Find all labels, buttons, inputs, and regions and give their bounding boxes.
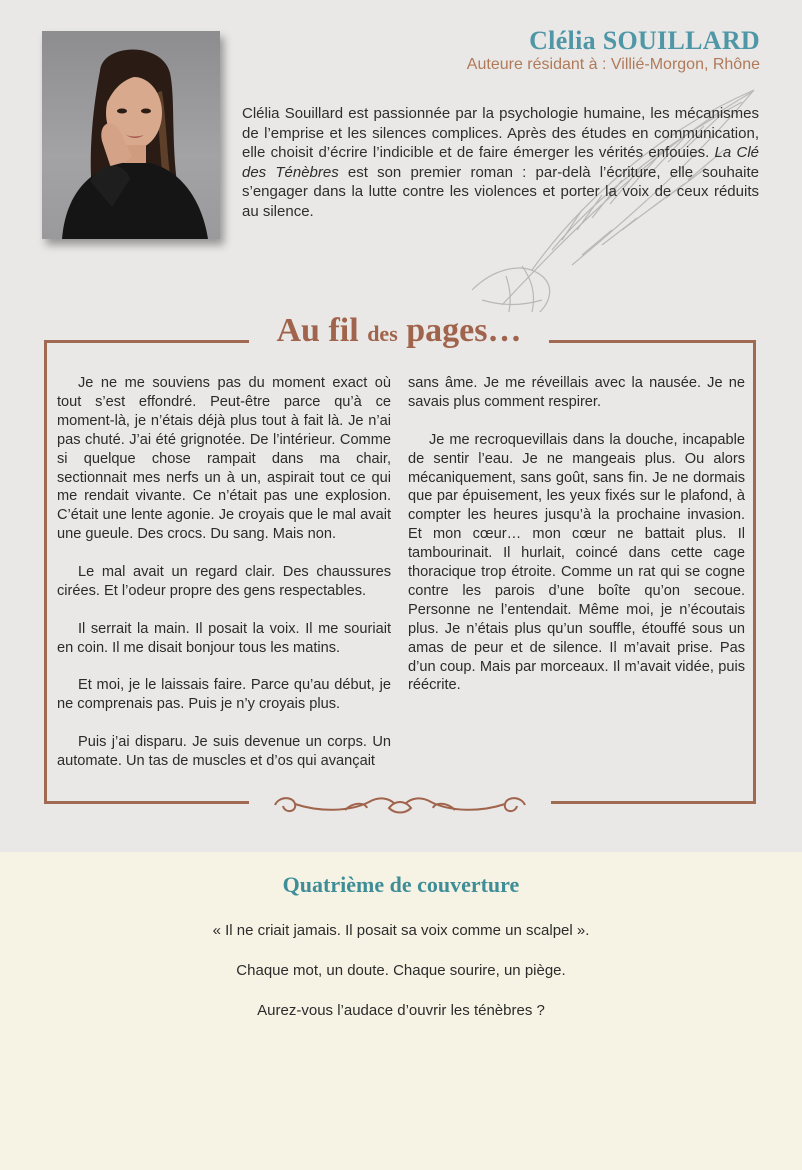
back-cover-tagline: Chaque mot, un doute. Chaque sourire, un piège. xyxy=(236,962,566,979)
excerpt-title-small: des xyxy=(367,321,398,346)
excerpt-column-left xyxy=(57,374,391,790)
back-cover-question: Aurez-vous l’audace d’ouvrir les ténèbres ? xyxy=(257,1002,545,1019)
author-photo xyxy=(42,31,220,239)
author-bio xyxy=(242,104,759,221)
excerpt-title-part2: pages… xyxy=(397,312,522,349)
excerpt-paragraph: Il serrait la main. Il posait la voix. Il me souriait en coin. Il me disait bonjour tous les matins. xyxy=(57,620,391,656)
author-residence: Auteure résidant à : Villié-Morgon, Rhône xyxy=(466,56,760,73)
excerpt-paragraph: Puis j’ai disparu. Je suis devenue un corps. Un automate. Un tas de muscles et d’os qui avançait xyxy=(57,734,391,770)
flourish-icon xyxy=(249,792,551,818)
excerpt-title xyxy=(249,312,549,362)
ornament-divider xyxy=(249,792,551,818)
excerpt-paragraph: Et moi, je le laissais faire. Parce qu’au début, je ne comprenais pas. Puis je n’y croyais plus. xyxy=(57,677,391,713)
back-cover-quote: « Il ne criait jamais. Il posait sa voix comme un scalpel ». xyxy=(212,922,590,939)
back-cover-title: Quatrième de couverture xyxy=(282,872,520,897)
bio-text-part2: est son premier roman : par-delà l’écriture, elle souhaite s’engager dans la lutte contre les violences et porter la voix de ceux réduits au silence. xyxy=(242,163,759,220)
author-name: Clélia SOUILLARD xyxy=(529,26,760,55)
excerpt-column-right xyxy=(408,374,745,714)
bio-book-title: La Clé des Ténèbres xyxy=(242,144,760,181)
excerpt-paragraph: Je ne me souviens pas du moment exact où tout s’est effondré. Peut-être parce qu’à ce moment-là, je n’étais déjà plus tout à fait là. Je n’ai pas chuté. J’ai été grignotée. De l’intérieur. Comme si quelque chose rampait dans ma chair, sectionnait mes nerfs un à un, aspirait tout ce qui me rendait vivante. Ce n’était pas une explosion. C’était une lente agonie. Je croyais que le mal avait une gueule. Des crocs. Du sang. Mais non. xyxy=(57,375,391,543)
excerpt-paragraph: Je me recroquevillais dans la douche, incapable de sentir l’eau. Je ne mangeais plus. Ou alors mécaniquement, sans goût, sans fin. Je ne dormais que par épuisement, les yeux fixés sur le plafond, à compter les heures jusqu’à la prochaine invasion. Et mon cœur… mon cœur ne battait plus. Il tambourinait. Il hurlait, coincé dans cette cage thoracique trop étroite. Comme un rat qui se cogne contre les parois d’une boîte qu’on secoue. Personne ne l’entendait. Même moi, je n’écoutais plus. Je n’étais plus qu’un souffle, étouffé sous un amas de peur et de silence. Il m’avait prise. Pas d’un coup. Mais par morceaux. Il m’avait vidée, puis réécrite. xyxy=(408,431,745,694)
excerpt-paragraph: Le mal avait un regard clair. Des chaussures cirées. Et l’odeur propre des gens respectables. xyxy=(57,564,391,599)
bio-text-part1: Clélia Souillard est passionnée par la psychologie humaine, les mécanismes de l’emprise et les silences complices. Après des études en communication, elle choisit d’écrire l’indicible et de faire émerger les vérités enfouies. xyxy=(242,105,759,161)
excerpt-title-part1: Au fil xyxy=(276,312,368,349)
excerpt-paragraph-continued: sans âme. Je me réveillais avec la nausée. Je ne savais plus comment respirer. xyxy=(408,375,745,410)
